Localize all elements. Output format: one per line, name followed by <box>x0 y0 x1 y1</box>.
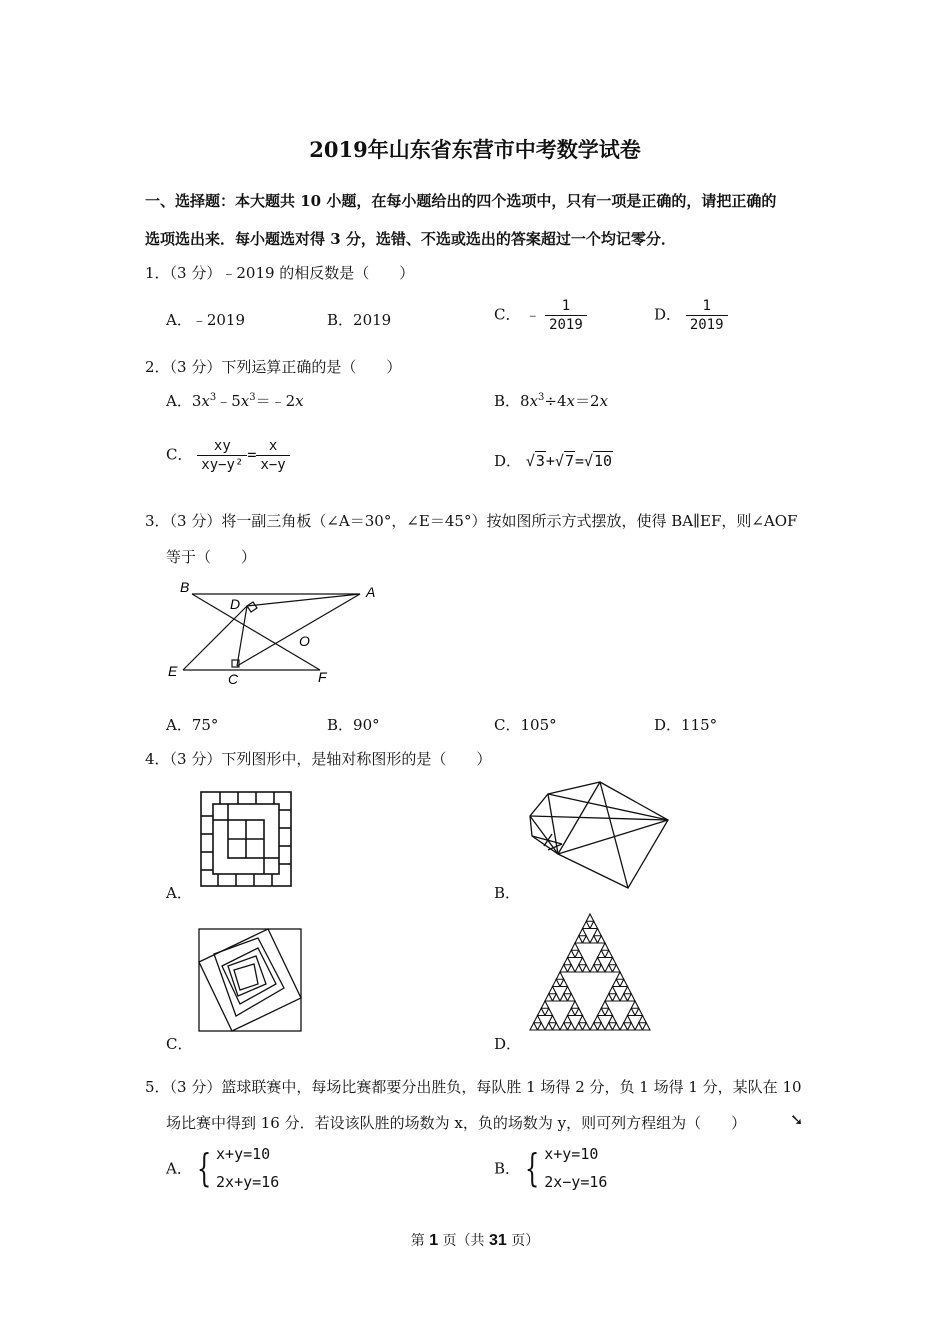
q4-option-b: B． <box>494 884 521 902</box>
q4-option-c: C． <box>166 1035 193 1053</box>
section-heading-line2: 选项选出来．每小题选对得 3 分，选错、不选或选出的答案超过一个均记零分． <box>145 230 676 248</box>
q4-figure-b <box>522 778 674 892</box>
q2-option-d <box>494 450 613 471</box>
question-3-stem-line1: 3．（3 分）将一副三角板（∠A＝30°，∠E＝45°）按如图所示方式摆放，使得 BA∥EF，则∠AOF <box>145 512 798 530</box>
q5-b-system <box>544 1140 607 1196</box>
q4-option-d: D． <box>494 1035 522 1053</box>
q3-label-d: D <box>230 596 241 612</box>
q3-label-o: O <box>299 633 310 649</box>
q3-option-c: C．105° <box>494 716 557 734</box>
q2-c-equals: = <box>247 445 257 464</box>
page-footer <box>0 1230 950 1250</box>
q4-option-a: A． <box>166 884 192 902</box>
q5-b-brace: { <box>524 1146 540 1190</box>
q2-c-num1: xy <box>213 438 231 454</box>
q3-triangle-figure <box>160 578 390 688</box>
q2-d-radicand2: 7 <box>564 452 574 470</box>
q1-option-b: B．2019 <box>327 311 392 329</box>
q2-c-label: C． <box>166 445 193 464</box>
q3-label-b: B <box>180 579 190 595</box>
q3-label-e: E <box>168 663 178 679</box>
page-total: 31 <box>489 1232 507 1249</box>
footer-pre: 第 <box>410 1233 425 1249</box>
q1-option-c <box>494 298 587 333</box>
q1-c-label: C． <box>494 305 521 324</box>
q3-label-f: F <box>318 669 327 685</box>
question-5-stem-line1: 5．（3 分）篮球联赛中，每场比赛都要分出胜负，每队胜 1 场得 2 分，负 1 场得 1 分，某队在 10 <box>145 1078 802 1096</box>
q5-option-a <box>166 1140 279 1196</box>
q5-a-eq2: 2x+y=16 <box>216 1173 280 1191</box>
q1-c-denominator: 2019 <box>545 315 587 333</box>
q5-a-label: A． <box>166 1159 192 1178</box>
q2-option-a: A．$3x^3﹣5x^3=﹣2x$ <box>166 392 304 410</box>
question-4-stem: 4．（3 分）下列图形中，是轴对称图形的是（ ） <box>145 750 492 768</box>
arrow-icon: ➘ <box>790 1110 804 1129</box>
q3-label-a: A <box>366 584 376 600</box>
q2-d-radicand1: 3 <box>535 452 545 470</box>
page-number: 1 <box>429 1232 439 1249</box>
q2-c-num2: x <box>268 438 278 454</box>
q3-option-b: B．90° <box>327 716 380 734</box>
q4-figure-a <box>198 790 294 890</box>
q1-c-numerator: 1 <box>561 298 571 314</box>
q1-c-sign: ﹣ <box>525 305 541 324</box>
q2-option-c <box>166 438 290 473</box>
q5-b-label: B． <box>494 1159 521 1178</box>
q2-d-radicand3: 10 <box>594 452 613 470</box>
q3-option-d: D．115° <box>654 716 718 734</box>
q5-b-eq1: x+y=10 <box>544 1145 599 1163</box>
q5-option-b <box>494 1140 607 1196</box>
q5-a-eq1: x+y=10 <box>216 1145 271 1163</box>
q1-c-fraction <box>545 298 587 333</box>
q2-c-fraction-left <box>197 438 247 473</box>
footer-post: 页） <box>511 1233 540 1249</box>
q3-label-c: C <box>228 671 239 687</box>
q1-option-d <box>654 298 728 333</box>
question-5-stem-line2: 场比赛中得到 16 分．若设该队胜的场数为 x，负的场数为 y，则可列方程组为（ ） <box>166 1114 747 1132</box>
q2-d-expression: √3+√7=√10 <box>525 452 613 470</box>
q2-option-b: B．$8x^3\div 4x=2x$ <box>494 392 609 410</box>
q5-a-system <box>216 1140 279 1196</box>
q2-d-plus: + <box>545 452 555 470</box>
page-title: 2019年山东省东营市中考数学试卷 <box>309 137 641 162</box>
q1-option-a: A．﹣2019 <box>166 311 246 329</box>
question-2-stem: 2．（3 分）下列运算正确的是（ ） <box>145 358 402 376</box>
q2-d-label: D． <box>494 452 522 470</box>
q5-a-brace: { <box>196 1146 212 1190</box>
section-heading-line1: 一、选择题：本大题共 10 小题，在每小题给出的四个选项中，只有一项是正确的，请把正确的 <box>145 192 777 210</box>
q4-figure-d <box>526 912 654 1034</box>
q5-b-eq2: 2x−y=16 <box>544 1173 608 1191</box>
question-1-stem: 1．（3 分）﹣2019 的相反数是（ ） <box>145 264 415 282</box>
q2-b-label: B． <box>494 392 521 410</box>
footer-mid: 页（共 <box>442 1233 485 1249</box>
q1-d-label: D． <box>654 305 682 324</box>
question-3-stem-line2: 等于（ ） <box>166 548 257 566</box>
q1-d-numerator: 1 <box>702 298 711 314</box>
q3-option-a: A．75° <box>166 716 219 734</box>
q2-d-equals: = <box>574 452 584 470</box>
q2-a-label: A． <box>166 392 192 410</box>
q2-c-fraction-right <box>256 438 289 473</box>
q4-figure-c <box>196 926 304 1034</box>
q1-d-denominator: 2019 <box>686 315 728 333</box>
q1-d-fraction <box>686 298 728 333</box>
q2-c-den2: x−y <box>256 455 289 473</box>
q2-c-den1: xy−y² <box>197 455 247 473</box>
